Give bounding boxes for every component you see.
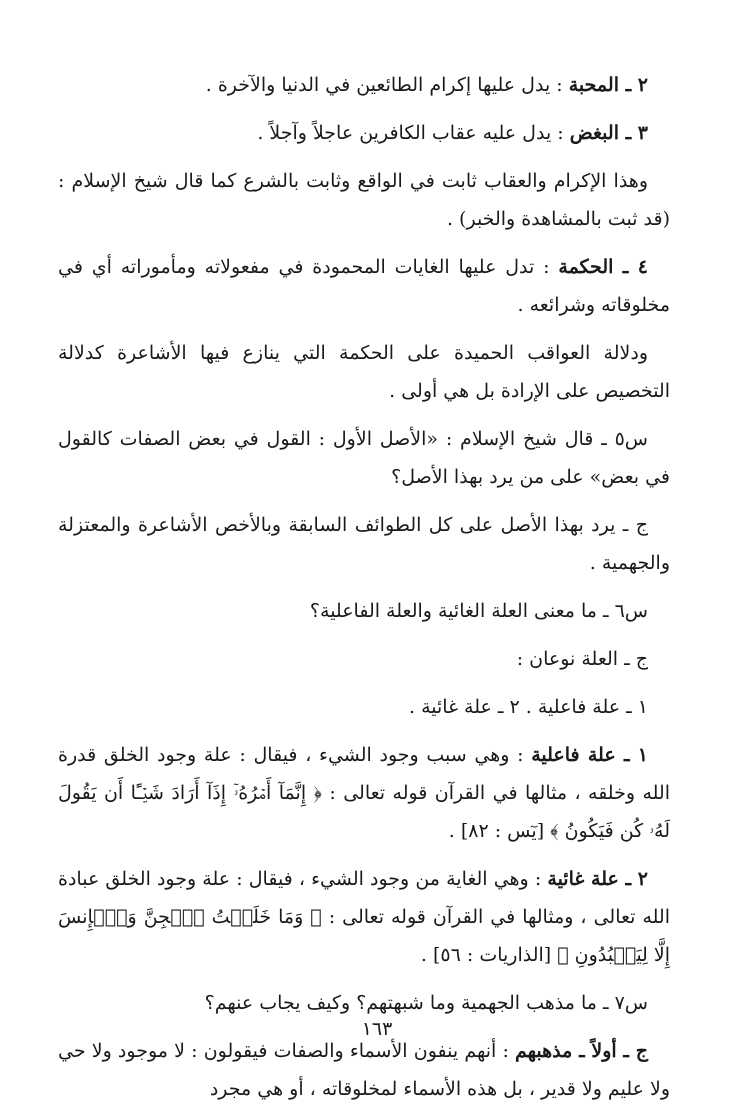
paragraph-text: ودلالة العواقب الحميدة على الحكمة التي ينازع فيها الأشاعرة كدلالة التخصيص على الإرادة بل هي أولى . [58, 342, 670, 402]
answer-7 [58, 1032, 670, 1108]
paragraph-label: ج ـ أولاً ـ مذهبهم [515, 1040, 649, 1062]
paragraph-text: ج ـ يرد بهذا الأصل على كل الطوائف السابقة وبالأخص الأشاعرة والمعتزلة والجهمية . [58, 514, 670, 574]
paragraph-label: ٢ ـ المحبة [568, 74, 648, 96]
paragraph-text: ج ـ العلة نوعان : [516, 648, 648, 670]
paragraph-text: : تدل عليها الغايات المحمودة في مفعولاته ومأموراته أي في مخلوقاته وشرائعه . [58, 256, 670, 316]
question-7 [58, 984, 670, 1022]
paragraph-text: ١ ـ علة فاعلية . ٢ ـ علة غائية . [409, 696, 648, 718]
paragraph-efficient-cause [58, 736, 670, 850]
paragraph-love [58, 66, 670, 104]
question-6 [58, 592, 670, 630]
paragraph-text: : وهي الغاية من وجود الشيء ، فيقال : علة وجود الخلق عبادة الله تعالى ، ومثالها في القرآن قوله تعالى : ﴿ وَمَا خَلَقۡتُ ٱلۡجِنَّ وَٱلۡإِنسَ إِلَّا لِيَعۡبُدُونِ ﴾ [الذاريات : ٥٦] . [58, 868, 670, 966]
paragraph-label: ٢ ـ علة غائية [547, 868, 648, 890]
answer-6-intro [58, 640, 670, 678]
question-5 [58, 420, 670, 496]
paragraph-final-cause [58, 860, 670, 974]
cause-types-list [58, 688, 670, 726]
paragraph-text: س٥ ـ قال شيخ الإسلام : «الأصل الأول : القول في بعض الصفات كالقول في بعض» على من يرد بهذا الأصل؟ [58, 428, 670, 488]
paragraph-text: : أنهم ينفون الأسماء والصفات فيقولون : لا موجود ولا حي ولا عليم ولا قدير ، بل هذه الأسماء لمخلوقاته ، أو هي مجرد [58, 1040, 670, 1100]
page-number: ١٦٣ [361, 1018, 393, 1040]
paragraph-label: ٤ ـ الحكمة [558, 256, 648, 278]
paragraph-honor-punishment [58, 162, 670, 238]
paragraph-label: ٣ ـ البغض [569, 122, 648, 144]
paragraph-evidence [58, 334, 670, 410]
paragraph-label: ١ ـ علة فاعلية [531, 744, 648, 766]
paragraph-text: : يدل عليه عقاب الكافرين عاجلاً وآجلاً . [257, 122, 564, 144]
paragraph-hatred [58, 114, 670, 152]
paragraph-wisdom [58, 248, 670, 324]
answer-5 [58, 506, 670, 582]
paragraph-text: س٦ ـ ما معنى العلة الغائية والعلة الفاعلية؟ [309, 600, 648, 622]
paragraph-text: س٧ ـ ما مذهب الجهمية وما شبهتهم؟ وكيف يجاب عنهم؟ [204, 992, 648, 1014]
paragraph-text: : وهي سبب وجود الشيء ، فيقال : علة وجود الخلق قدرة الله وخلقه ، مثالها في القرآن قوله تعالى : ﴿ إِنَّمَآ أَمۡرُهُۥٓ إِذَآ أَرَادَ شَيۡـًٔا أَن يَقُولَ لَهُۥ كُن فَيَكُونُ ﴾ [يٓس : ٨٢] . [58, 744, 670, 842]
paragraph-text: وهذا الإكرام والعقاب ثابت في الواقع وثابت بالشرع كما قال شيخ الإسلام : (قد ثبت بالمشاهدة والخبر) . [58, 170, 670, 230]
paragraph-text: : يدل عليها إكرام الطائعين في الدنيا والآخرة . [205, 74, 563, 96]
page-body [58, 66, 670, 1100]
